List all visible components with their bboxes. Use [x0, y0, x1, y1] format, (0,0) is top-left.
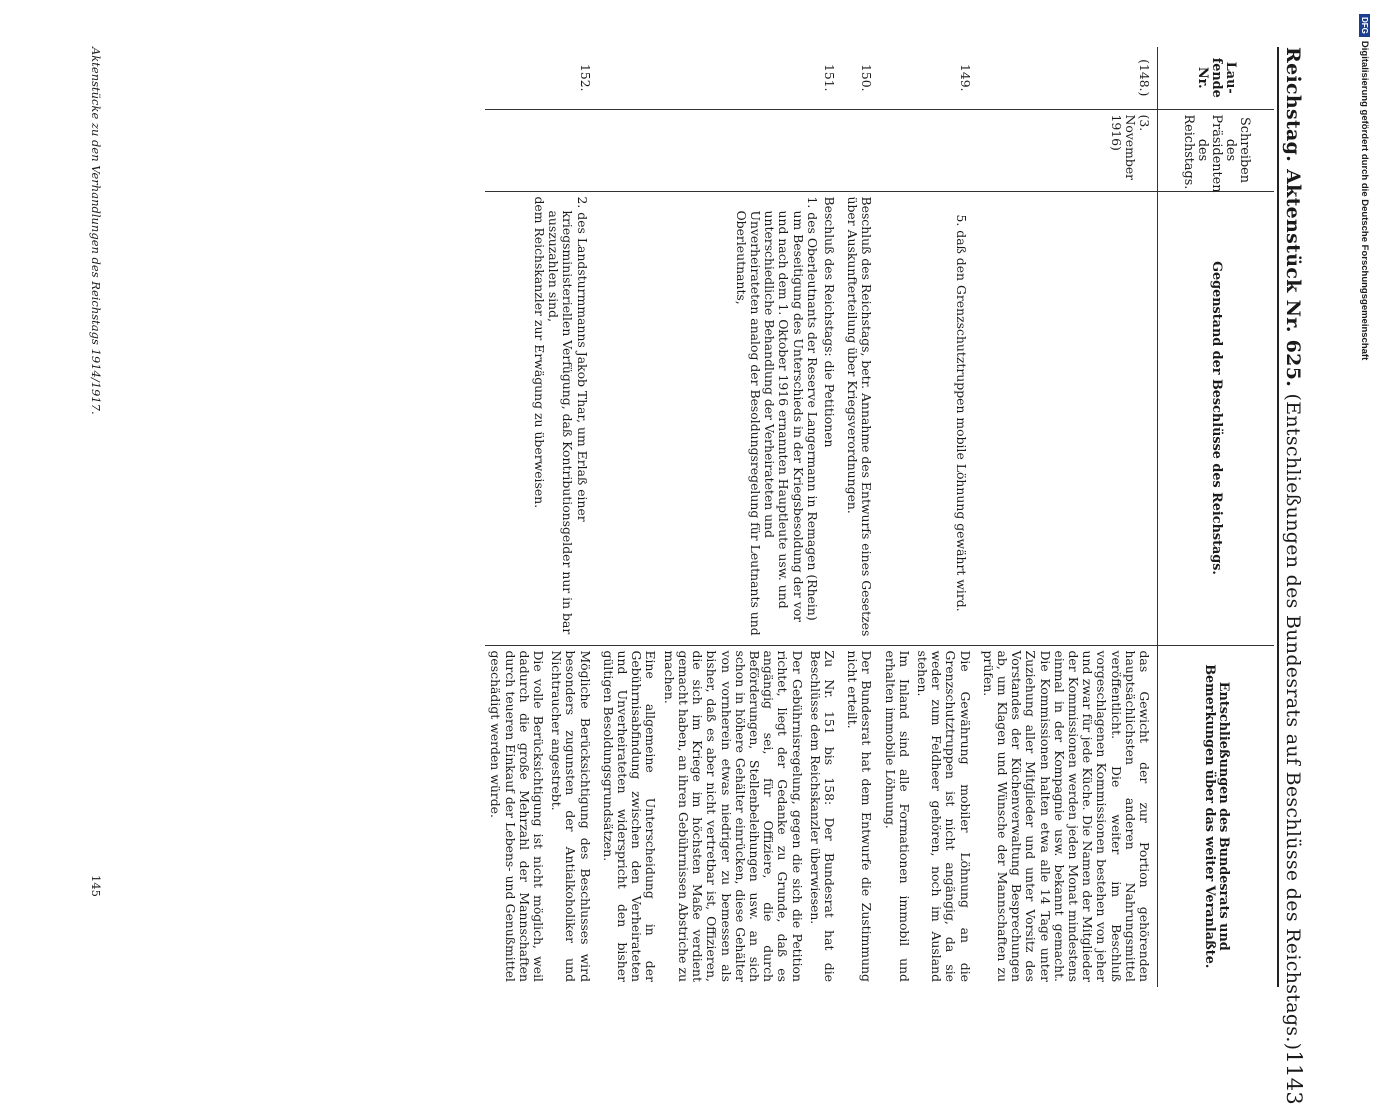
page-header — [1282, 47, 1338, 1105]
row-number: 152. — [577, 63, 593, 92]
rotated-page — [38, 47, 1338, 1105]
decision-paragraph: Der Bundesrat hat dem Entwurfe die Zustimmung nicht erteilt. — [845, 650, 875, 982]
footer-page-number: 145 — [89, 875, 103, 897]
column-header-subject: Gegenstand der Beschlüsse des Reichstags. — [1158, 191, 1275, 645]
dfg-logo: DFG — [1360, 14, 1371, 37]
row-subject: Beschluß des Reichstags, betr. Annahme des Entwurfs eines Gesetzes über Auskunfterteilung über Kriegsverordnungen. — [842, 191, 879, 645]
subject-outro: dem Reichskanzler zur Erwägung zu überweisen. — [532, 196, 548, 509]
row-letter-date — [485, 109, 597, 191]
row-subject — [879, 191, 977, 645]
row-subject — [598, 191, 842, 645]
funding-notice-text-wrap — [1355, 14, 1375, 994]
header-document-number: Reichstag. Aktenstück Nr. 625. — [1282, 47, 1304, 388]
row-decision — [978, 645, 1158, 987]
subject-paragraph: 5. daß den Grenzschutztruppen mobile Löhnung gewährt wird. — [953, 214, 969, 612]
row-number: (148.) — [1137, 59, 1152, 97]
table-header-row — [1158, 47, 1275, 987]
resolutions-table — [485, 47, 1274, 987]
decision-paragraph: Der Gebührnisregelung, gegen die sich die Petition richtet, liegt der Gedanke zu Grunde, daß es angängig sei, für Offiziere, die durch Beförderungen, Stellenbeleihungen usw. an sich schon in höhere Gehälter einrücken, diese Gehälter von vornherein etwas niedriger zu bemessen als bisher, daß es aber nicht vertretbar ist, Offizieren, die sich im Kriege im höchsten Maße verdient gemacht haben, an ihren Gebührnissen Abstriche zu machen. — [661, 650, 805, 982]
row-letter-date — [598, 109, 842, 191]
decision-paragraph: Mögliche Berücksichtigung des Beschlusses wird besonders zugunsten der Antialkoholiker und Nichtraucher angestrebt. — [549, 650, 593, 982]
row-letter-date — [842, 109, 879, 191]
row-letter-date: (3. November 1916) — [978, 109, 1158, 191]
table-row — [978, 47, 1158, 987]
decision-paragraph: das Gewicht der zur Portion gehörenden hauptsächlichsten anderen Nahrungsmittel veröffentlicht. Die weiter im Beschluß vorgeschlagenen Kommissionen bestehen von jeher und zwar für jede Küche. Die Namen der Mitglieder der Kommissionen werden jeden Monat mindestens einmal in der Kompagnie usw. bekannt gemacht. Die Kommissionen halten etwa alle 14 Tage unter Zuziehung aller Mitglieder und unter Vorsitz des Vorstandes der Küchenverwaltung Besprechungen ab, um Klagen und Wünsche der Mannschaften zu prüfen. — [980, 650, 1152, 982]
row-number: 151. — [821, 63, 837, 92]
decision-paragraph: Im Inland sind alle Formationen immobil und erhalten immobile Löhnung. — [882, 650, 912, 982]
column-header-decision: Entschließungen des Bundesrats und Bemerkungen über das weiter Veranlaßte. — [1158, 645, 1275, 987]
decision-paragraph: Zu Nr. 151 bis 158: Der Bundesrat hat die Beschlüsse dem Reichskanzler überwiesen. — [807, 650, 837, 982]
row-number: 150. — [859, 63, 875, 92]
row-decision — [842, 645, 879, 987]
row-decision — [879, 645, 977, 987]
table-row — [485, 47, 597, 987]
table-row — [842, 47, 879, 987]
table-row — [598, 47, 842, 987]
row-subject — [485, 191, 597, 645]
row-number: 149. — [957, 63, 973, 92]
row-decision — [598, 645, 842, 987]
funding-notice-text: Digitalisierung gefördert durch die Deutsche Forschungsgemeinschaft — [1359, 40, 1371, 361]
header-page-number: 1143 — [1282, 1050, 1306, 1105]
column-header-letter: Schreiben des Präsidenten des Reichstags. — [1158, 109, 1275, 191]
row-decision — [485, 645, 597, 987]
subject-item: 2. des Landsturmmanns Jakob Thar, um Erlaß einer kriegsministeriellen Verfügung, daß Kontributionsgelder nur in bar auszuzahlen sind, — [546, 196, 590, 635]
footer-page-number-wrap — [89, 47, 103, 987]
subject-intro: Beschluß des Reichstags: die Petitionen — [821, 196, 837, 448]
table-row — [879, 47, 977, 987]
decision-paragraph: Die volle Berücksichtigung ist nicht möglich, weil dadurch die große Mehrzahl der Mannschaften durch teueren Einkauf der Lebens- und Genußmittel geschädigt werden würde. — [488, 650, 547, 982]
decision-paragraph: Eine allgemeine Unterscheidung in der Gebührnisabfindung zwischen den Verheirateten und Unverheirateten widerspricht den bisher gültigen Besoldungsgrundsätzen. — [600, 650, 659, 982]
header-subtitle: (Entschließungen des Bundesrats auf Beschlüsse des Reichstags.) — [1282, 393, 1304, 1051]
footer-source-note: Aktenstücke zu den Verhandlungen des Reichstags 1914/1917. — [89, 47, 103, 415]
header-rule — [1277, 47, 1279, 987]
header-title — [1282, 47, 1304, 1050]
row-subject — [978, 191, 1158, 645]
subject-item: 1. des Oberleutnants der Reserve Langermann in Remagen (Rhein) um Beseitigung des Unterschieds in der Kriegsbesoldung der vor und nach dem 1. Oktober 1916 ernannten Hauptleute usw. und unterschiedliche Behandlung der Verheirateten und Unverheirateten analog der Besoldungsregelung für Leutnants und Oberleutnants, — [733, 196, 820, 636]
decision-paragraph: Die Gewährung mobiler Löhnung an die Grenzschutztruppen ist nicht angängig, da sie weder zum Feldheer gehören, noch im Ausland stehen. — [914, 650, 973, 982]
row-letter-date — [879, 109, 977, 191]
column-header-number: Lau- fende Nr. — [1158, 47, 1275, 109]
funding-notice — [1355, 14, 1375, 994]
